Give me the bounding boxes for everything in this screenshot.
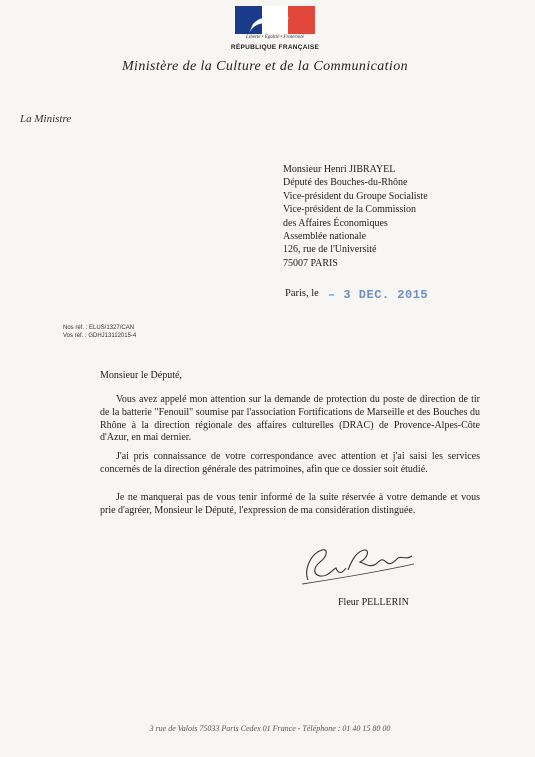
body-paragraph: Vous avez appelé mon attention sur la demande de protection du poste de direction de tir de la batterie "Fenouil" soumise par l'association Fortifications de Marseille et des Bouches du Rhône à la direction régionale des affaires culturelles (DRAC) de Provence-Alpes-Côte d'Azur, en mai dernier. bbox=[100, 394, 480, 444]
footer-address: 3 rue de Valois 75033 Paris Cedex 01 France - Téléphone : 01 40 15 80 00 bbox=[149, 724, 391, 733]
date-place: Paris, le bbox=[285, 288, 319, 299]
salutation: Monsieur le Député, bbox=[100, 370, 182, 381]
address-line: Vice-président de la Commission bbox=[283, 204, 416, 216]
address-line: Député des Bouches-du-Rhône bbox=[283, 177, 408, 189]
date-stamp: – 3 DEC. 2015 bbox=[328, 288, 429, 302]
your-reference: Vos réf. : GDHJ13112015-4 bbox=[63, 333, 137, 339]
address-line: Assemblée nationale bbox=[283, 231, 367, 243]
references bbox=[63, 324, 136, 340]
signer-title: La Ministre bbox=[20, 113, 72, 125]
address-line: Vice-président du Groupe Socialiste bbox=[283, 190, 428, 202]
address-line: 126, rue de l'Université bbox=[283, 244, 377, 256]
handwritten-signature bbox=[298, 540, 418, 590]
address-line: des Affaires Économiques bbox=[283, 217, 388, 229]
recipient-address bbox=[283, 163, 428, 270]
our-reference: Nos réf. : ELUS/1327/CAN bbox=[63, 325, 135, 331]
marianne-logo bbox=[235, 6, 315, 34]
address-line: 75007 PARIS bbox=[283, 257, 338, 269]
body-paragraph: J'ai pris connaissance de votre correspondance avec attention et j'ai saisi les services concernés de la direction générale des patrimoines, afin que ce dossier soit étudié. bbox=[100, 451, 480, 475]
address-line: Monsieur Henri JIBRAYEL bbox=[283, 164, 396, 175]
republic-title: RÉPUBLIQUE FRANÇAISE bbox=[230, 44, 320, 51]
signer-name: Fleur PELLERIN bbox=[338, 597, 409, 608]
motto: Liberté • Égalité • Fraternité bbox=[246, 35, 304, 40]
ministry-title: Ministère de la Culture et de la Communication bbox=[121, 59, 409, 74]
body-paragraph: Je ne manquerai pas de vous tenir informé de la suite réservée à votre demande et vous prie d'agréer, Monsieur le Député, l'expression de ma considération distinguée. bbox=[100, 492, 480, 516]
